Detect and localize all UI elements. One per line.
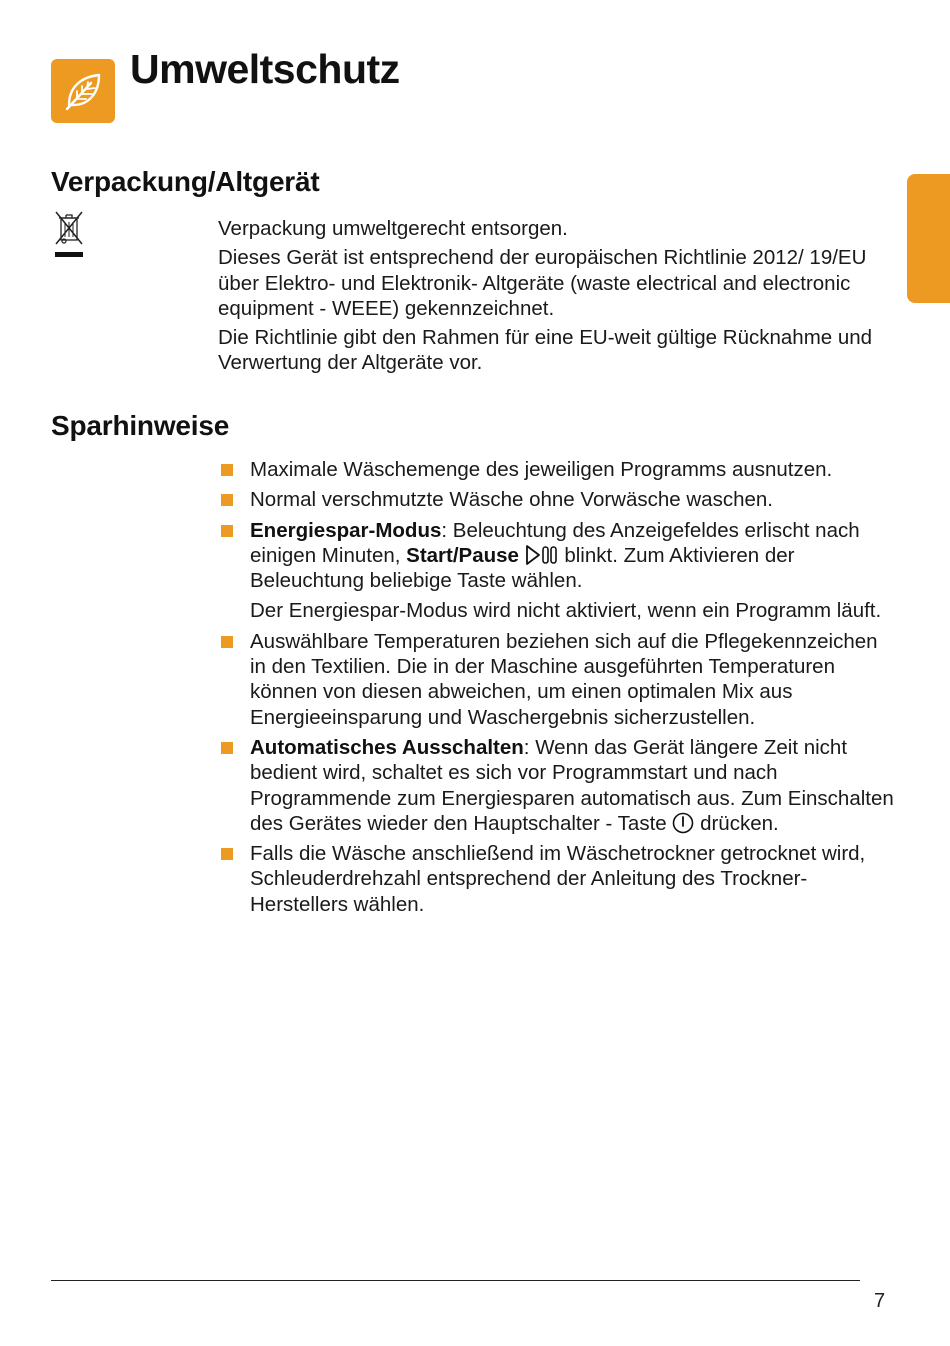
- bullet-square-icon: [221, 848, 233, 860]
- page-number: 7: [874, 1290, 886, 1312]
- weee-crossed-bin-icon: [52, 210, 86, 260]
- bullet-square-icon: [221, 525, 233, 537]
- bullet-square-icon: [221, 742, 233, 754]
- power-icon: [672, 812, 694, 834]
- bullet-square-icon: [221, 464, 233, 476]
- list-item: [218, 457, 898, 482]
- list-item: [218, 629, 898, 730]
- paragraph: Die Richtlinie gibt den Rahmen für eine EU-weit gültige Rücknahme und Verwertung der Altgeräte vor.: [218, 326, 873, 375]
- leaf-icon-box: [51, 59, 115, 123]
- paragraph: Verpackung umweltgerecht entsorgen.: [218, 217, 568, 240]
- tip-text: Energiespar-Modus: Beleuchtung des Anzeigefeldes erlischt nach einigen Minuten, Start/Pause blinkt. Zum Aktivieren der Beleuchtung beliebige Taste wählen.: [250, 518, 860, 593]
- tips-list: [218, 457, 898, 922]
- footer-divider: [51, 1280, 860, 1281]
- term-auto-off: Automatisches Ausschalten: [250, 735, 524, 759]
- list-item: [218, 518, 898, 624]
- bullet-square-icon: [221, 494, 233, 506]
- tip-extra-text: Der Energiespar-Modus wird nicht aktiviert, wenn ein Programm läuft.: [250, 599, 882, 623]
- verpackung-text: [218, 216, 898, 380]
- leaf-icon: [61, 69, 105, 113]
- paragraph: Dieses Gerät ist entsprechend der europäischen Richtlinie 2012/ 19/EU über Elektro- und Elektronik- Altgeräte (waste electrical and electronic equipment - WEEE) gekennzeichnet.: [218, 246, 867, 320]
- side-tab-marker: [907, 174, 950, 303]
- tip-text: Falls die Wäsche anschließend im Wäschetrockner getrocknet wird, Schleuderdrehzahl entsprechend der Anleitung des Trockner-Herstellers wählen.: [250, 842, 866, 916]
- list-item: [218, 735, 898, 836]
- heading-sparhinweise: Sparhinweise: [51, 410, 230, 441]
- list-item: [218, 487, 898, 512]
- bullet-square-icon: [221, 636, 233, 648]
- start-pause-icon: [525, 544, 559, 566]
- heading-verpackung: Verpackung/Altgerät: [51, 166, 320, 197]
- term-energiespar: Energiespar-Modus: [250, 518, 442, 542]
- list-item: [218, 841, 898, 917]
- tip-text: Automatisches Ausschalten: Wenn das Gerät längere Zeit nicht bedient wird, schaltet es sich vor Programmstart und nach Programmende zum Energiesparen automatisch aus. Zum Einschalten des Gerätes wieder den Hauptschalter - Taste drücken.: [250, 735, 894, 835]
- tip-text: Maximale Wäschemenge des jeweiligen Programms ausnutzen.: [250, 458, 833, 481]
- term-start-pause: Start/Pause: [406, 543, 519, 567]
- page-title: Umweltschutz: [130, 46, 400, 92]
- tip-text: Normal verschmutzte Wäsche ohne Vorwäsche waschen.: [250, 488, 773, 512]
- tip-text: Auswählbare Temperaturen beziehen sich auf die Pflegekennzeichen in den Textilien. Die in der Maschine ausgeführten Temperaturen können von diesen abweichen, um einen optimalen Mix aus Energieeinsparung und Waschergebnis sicherzustellen.: [250, 629, 878, 729]
